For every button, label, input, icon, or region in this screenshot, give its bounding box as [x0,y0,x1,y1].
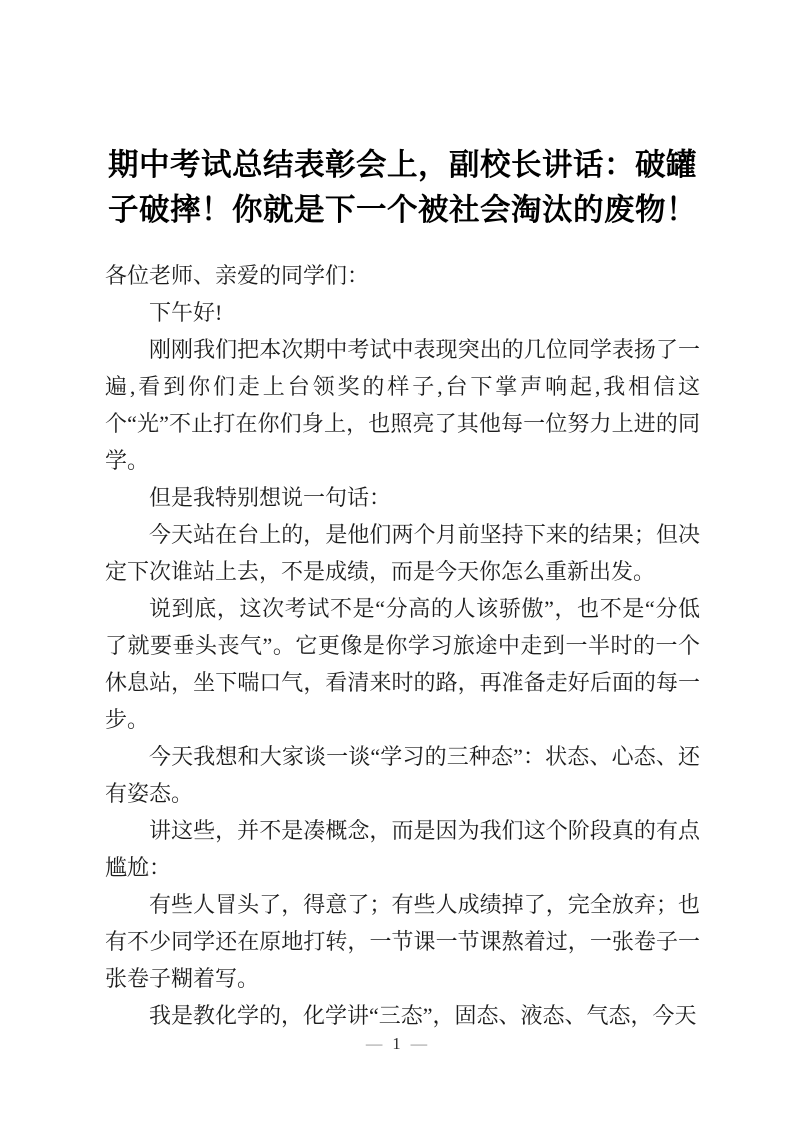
footer-dash-left: — [365,1034,383,1053]
paragraph-greeting: 下午好! [149,300,223,325]
footer-page-number: 1 [392,1034,401,1053]
paragraph: 说到底，这次考试不是“分高的人该骄傲”，也不是“分低了就要垂头丧气”。它更像是你学习旅途中走到一半时的一个休息站，坐下喘口气，看清来时的路，再准备走好后面的每一步。 [105,596,700,732]
document-body [105,257,700,1034]
footer-dash-right: — [410,1034,428,1053]
paragraph: 今天我想和大家谈一谈“学习的三种态”：状态、心态、还有姿态。 [105,744,700,806]
paragraph: 刚刚我们把本次期中考试中表现突出的几位同学表扬了一遍,看到你们走上台领奖的样子,台下掌声响起,我相信这个“光”不止打在你们身上，也照亮了其他每一位努力上进的同学。 [105,337,701,473]
paragraph: 今天站在台上的，是他们两个月前坚持下来的结果；但决定下次谁站上去，不是成绩，而是今天你怎么重新出发。 [105,522,700,584]
document-title: 期中考试总结表彰会上，副校长讲话：破罐子破摔！你就是下一个被社会淘汰的废物！ [108,148,697,227]
paragraph: 有些人冒头了，得意了；有些人成绩掉了，完全放弃；也有不少同学还在原地打转，一节课一节课熬着过，一张卷子一张卷子糊着写。 [105,892,700,991]
paragraph: 我是教化学的，化学讲“三态”，固态、液态、气态，今天 [149,1003,697,1028]
paragraph: 但是我特别想说一句话： [149,485,392,510]
paragraph-salutation: 各位老师、亲爱的同学们： [105,263,370,288]
page-number-footer [0,1034,793,1054]
paragraph: 讲这些，并不是凑概念，而是因为我们这个阶段真的有点尴尬： [105,818,700,880]
